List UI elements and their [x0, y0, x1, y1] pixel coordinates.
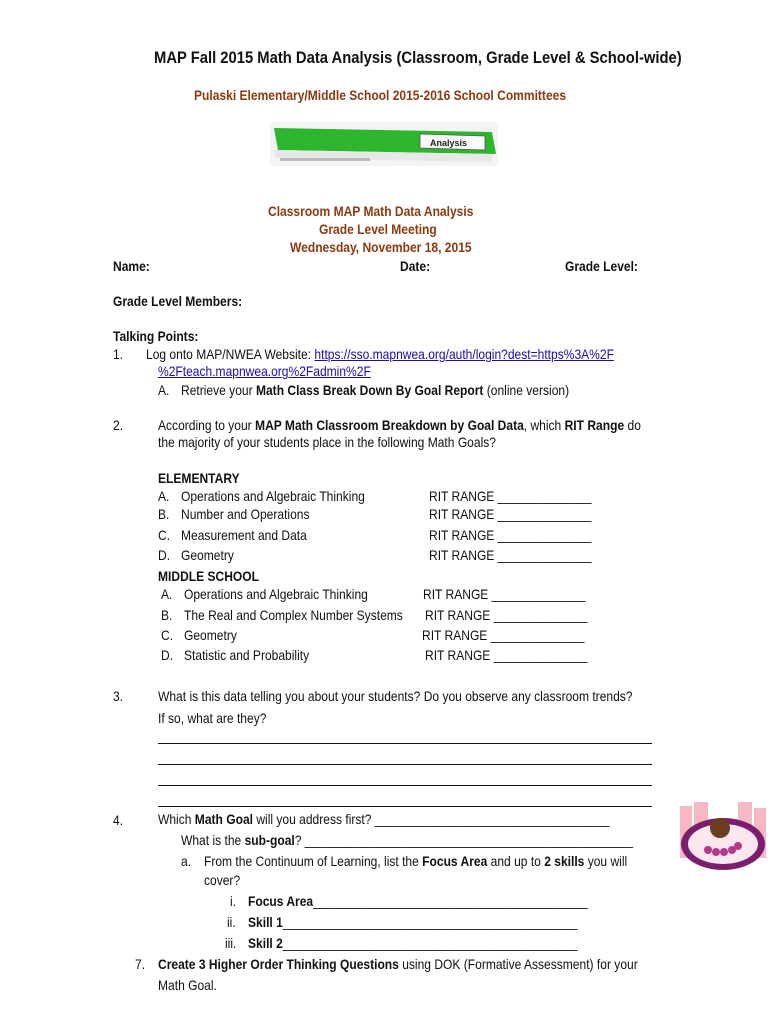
item4-a-l1-a: From the Continuum of Learning, list the [204, 853, 423, 869]
item1-sub-a-post: (online version) [483, 382, 570, 398]
elementary-goal-letter: C. [158, 527, 171, 543]
item4-a-line1 [204, 852, 627, 870]
skill1-blank[interactable]: ____________________________________________ [282, 914, 578, 930]
item4-a-letter: a. [181, 853, 192, 869]
elementary-goal-letter: B. [158, 506, 170, 522]
item4-line2 [181, 831, 633, 849]
item4-a-l1-d: 2 skills [544, 853, 585, 869]
item2-line2: the majority of your students place in the following Math Goals? [158, 434, 496, 450]
elementary-rit-range-field[interactable]: RIT RANGE ______________ [429, 547, 592, 563]
nwea-login-link[interactable]: https://sso.mapnwea.org/auth/login?dest=https%3A%2F [314, 346, 614, 362]
item4-a-line2: cover? [204, 872, 241, 888]
item1-number: 1. [113, 346, 124, 362]
skill2-label: Skill 2 [248, 935, 283, 951]
item2-l1-e: do [624, 417, 641, 433]
item1-lead: Log onto MAP/NWEA Website: [146, 346, 315, 362]
item4-iii-number: iii. [225, 935, 237, 951]
banner-text: Analysis [430, 138, 468, 148]
answer-line[interactable] [158, 785, 652, 786]
elementary-heading: ELEMENTARY [158, 470, 240, 486]
section-heading-line2: Grade Level Meeting [319, 221, 437, 237]
middle-school-goal-letter: C. [161, 627, 174, 643]
item4-ii-number: ii. [227, 914, 236, 930]
item2-l1-c: , which [523, 417, 565, 433]
item4-line1 [158, 810, 609, 828]
item4-a-l1-e: you will [584, 853, 628, 869]
item7-l1-b: using DOK (Formative Assessment) for your [398, 956, 638, 972]
item7-number: 7. [135, 956, 146, 972]
middle-school-goal-label: Geometry [184, 627, 237, 643]
middle-school-rit-range-field[interactable]: RIT RANGE ______________ [423, 586, 586, 602]
middle-school-heading: MIDDLE SCHOOL [158, 568, 260, 584]
middle-school-rit-range-field[interactable]: RIT RANGE ______________ [425, 607, 588, 623]
elementary-rit-range-field[interactable]: RIT RANGE ______________ [429, 527, 592, 543]
answer-line[interactable] [158, 764, 652, 765]
item4-iii-line[interactable] [248, 934, 577, 952]
elementary-rit-range-field[interactable]: RIT RANGE ______________ [429, 488, 592, 504]
elementary-goal-label: Measurement and Data [181, 527, 307, 543]
answer-line[interactable] [158, 806, 652, 807]
section-heading-line1: Classroom MAP Math Data Analysis [268, 203, 474, 219]
section-heading-line3: Wednesday, November 18, 2015 [290, 239, 472, 255]
focus-area-blank[interactable]: _________________________________________ [313, 893, 588, 909]
school-emblem-image [678, 800, 768, 880]
middle-school-goal-letter: A. [161, 586, 173, 602]
item4-l2-b: sub-goal [244, 832, 295, 848]
middle-school-goal-label: Operations and Algebraic Thinking [184, 586, 368, 602]
grade-level-field-label: Grade Level: [565, 258, 638, 274]
item3-line2: If so, what are they? [158, 710, 267, 726]
middle-school-goal-letter: B. [161, 607, 173, 623]
elementary-goal-label: Number and Operations [181, 506, 310, 522]
item4-a-l1-b: Focus Area [422, 853, 488, 869]
elementary-goal-letter: D. [158, 547, 171, 563]
item4-l1-a: Which [158, 811, 195, 827]
page-title: MAP Fall 2015 Math Data Analysis (Classroom, Grade Level & School-wide) [154, 48, 682, 67]
item2-l1-d: RIT Range [564, 417, 625, 433]
item4-l2-a: What is the [181, 832, 245, 848]
item2-line1 [158, 416, 641, 434]
item1-sub-a-pre: Retrieve your [181, 382, 256, 398]
item7-line1 [158, 955, 638, 973]
item7-l1-a: Create 3 Higher Order Thinking Questions [158, 956, 399, 972]
item7-line2: Math Goal. [158, 977, 217, 993]
item4-i-line[interactable] [248, 892, 588, 910]
middle-school-goal-label: Statistic and Probability [184, 647, 310, 663]
item1-sub-a-letter: A. [158, 382, 170, 398]
item3-number: 3. [113, 688, 124, 704]
item2-l1-b: MAP Math Classroom Breakdown by Goal Data [255, 417, 524, 433]
middle-school-goal-letter: D. [161, 647, 174, 663]
item4-a-l1-c: and up to [487, 853, 545, 869]
middle-school-rit-range-field[interactable]: RIT RANGE ______________ [422, 627, 585, 643]
item2-number: 2. [113, 417, 124, 433]
grade-level-members-label: Grade Level Members: [113, 293, 243, 309]
item1-text [146, 345, 614, 363]
item1-link-continued[interactable] [158, 362, 371, 380]
page-subtitle: Pulaski Elementary/Middle School 2015-2016 School Committees [194, 87, 567, 103]
item4-l2-c: ? _________________________________________________ [294, 832, 633, 848]
elementary-rit-range-field[interactable]: RIT RANGE ______________ [429, 506, 592, 522]
item1-sub-a-text [181, 381, 569, 399]
item4-l1-b: Math Goal [194, 811, 254, 827]
item4-l1-c: will you address first? ___________________________________ [253, 811, 610, 827]
skill2-blank[interactable]: ____________________________________________ [282, 935, 578, 951]
answer-line[interactable] [158, 743, 652, 744]
elementary-goal-label: Operations and Algebraic Thinking [181, 488, 365, 504]
item3-line1: What is this data telling you about your students? Do you observe any classroom trends? [158, 688, 633, 704]
item2-l1-a: According to your [158, 417, 256, 433]
focus-area-label: Focus Area [248, 893, 314, 909]
middle-school-rit-range-field[interactable]: RIT RANGE ______________ [425, 647, 588, 663]
elementary-goal-label: Geometry [181, 547, 234, 563]
goal-report-name: Math Class Break Down By Goal Report [255, 382, 484, 398]
date-field-label: Date: [400, 258, 431, 274]
skill1-label: Skill 1 [248, 914, 283, 930]
middle-school-goal-label: The Real and Complex Number Systems [184, 607, 403, 623]
talking-points-heading: Talking Points: [113, 328, 199, 344]
nwea-login-link-line2[interactable]: %2Fteach.mapnwea.org%2Fadmin%2F [158, 363, 371, 379]
item4-ii-line[interactable] [248, 913, 577, 931]
name-field-label: Name: [113, 258, 150, 274]
analysis-banner-image [270, 122, 498, 166]
item4-i-number: i. [230, 893, 237, 909]
item4-number: 4. [113, 812, 124, 828]
elementary-goal-letter: A. [158, 488, 170, 504]
